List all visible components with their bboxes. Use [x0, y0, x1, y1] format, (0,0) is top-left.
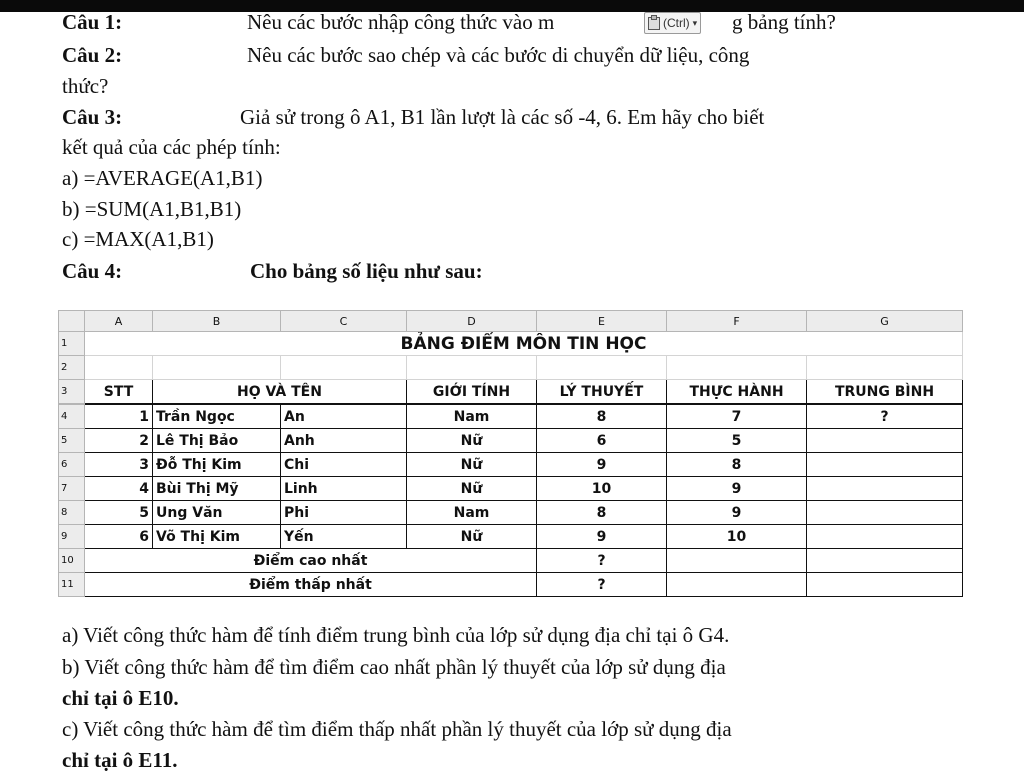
- cell-trung-binh[interactable]: [807, 429, 963, 453]
- cell-gioi-tinh[interactable]: Nữ: [407, 453, 537, 477]
- column-header-b[interactable]: B: [153, 311, 281, 332]
- question-1-label: Câu 1:: [62, 10, 123, 34]
- cell-trung-binh[interactable]: [807, 501, 963, 525]
- table-row: [59, 429, 963, 453]
- column-header-d[interactable]: D: [407, 311, 537, 332]
- cell-ho[interactable]: Ung Văn: [153, 501, 281, 525]
- cell-stt[interactable]: 6: [85, 525, 153, 549]
- cell-thuc-hanh[interactable]: 5: [667, 429, 807, 453]
- cell-ten[interactable]: Chi: [281, 453, 407, 477]
- question-4: [62, 259, 122, 284]
- sheet-row-3: [59, 380, 963, 404]
- cell-ho[interactable]: Lê Thị Bảo: [153, 429, 281, 453]
- cell-gioi-tinh[interactable]: Nữ: [407, 477, 537, 501]
- cell[interactable]: [807, 573, 963, 597]
- row-number[interactable]: 1: [59, 332, 85, 356]
- question-3-item-c: c) =MAX(A1,B1): [62, 227, 214, 251]
- cell-thuc-hanh[interactable]: 8: [667, 453, 807, 477]
- cell-stt[interactable]: 5: [85, 501, 153, 525]
- cell-ly-thuyet[interactable]: 8: [537, 405, 667, 429]
- clipboard-icon: [648, 17, 660, 30]
- header-trung-binh[interactable]: TRUNG BÌNH: [807, 380, 963, 404]
- cell-ho[interactable]: Đỗ Thị Kim: [153, 453, 281, 477]
- column-header-c[interactable]: C: [281, 311, 407, 332]
- cell[interactable]: [667, 549, 807, 573]
- cell[interactable]: [807, 356, 963, 380]
- column-header-a[interactable]: A: [85, 311, 153, 332]
- row-number[interactable]: 4: [59, 405, 85, 429]
- spreadsheet: [58, 310, 962, 610]
- header-ly-thuyet[interactable]: LÝ THUYẾT: [537, 380, 667, 404]
- header-stt[interactable]: STT: [85, 380, 153, 404]
- sheet-row-11: [59, 573, 963, 597]
- table-row: [59, 525, 963, 549]
- cell[interactable]: [667, 356, 807, 380]
- cell-trung-binh[interactable]: [807, 477, 963, 501]
- cell[interactable]: [807, 549, 963, 573]
- cell[interactable]: [537, 356, 667, 380]
- cell-ly-thuyet[interactable]: 10: [537, 477, 667, 501]
- cell-ho[interactable]: Bùi Thị Mỹ: [153, 477, 281, 501]
- min-value[interactable]: ?: [537, 573, 667, 597]
- corner-cell[interactable]: [59, 311, 85, 332]
- row-number[interactable]: 8: [59, 501, 85, 525]
- column-header-f[interactable]: F: [667, 311, 807, 332]
- cell-thuc-hanh[interactable]: 9: [667, 477, 807, 501]
- question-1-text-a: Nêu các bước nhập công thức vào m: [247, 10, 555, 34]
- cell-gioi-tinh[interactable]: Nam: [407, 501, 537, 525]
- task-b-line-2: chỉ tại ô E10.: [62, 686, 179, 710]
- header-ho-va-ten[interactable]: HỌ VÀ TÊN: [153, 380, 407, 404]
- cell-ten[interactable]: Anh: [281, 429, 407, 453]
- table-row: [59, 501, 963, 525]
- cell-ly-thuyet[interactable]: 9: [537, 525, 667, 549]
- cell-stt[interactable]: 4: [85, 477, 153, 501]
- cell-gioi-tinh[interactable]: Nữ: [407, 429, 537, 453]
- cell-trung-binh[interactable]: [807, 453, 963, 477]
- sheet-row-1: [59, 332, 963, 356]
- max-label[interactable]: Điểm cao nhất: [85, 549, 537, 573]
- cell-thuc-hanh[interactable]: 7: [667, 405, 807, 429]
- table-row: [59, 477, 963, 501]
- row-number[interactable]: 3: [59, 380, 85, 404]
- question-3-text: Giả sử trong ô A1, B1 lần lượt là các số -4, 6. Em hãy cho biết: [240, 105, 765, 129]
- cell-stt[interactable]: 1: [85, 405, 153, 429]
- cell-gioi-tinh[interactable]: Nữ: [407, 525, 537, 549]
- task-b-line-1: b) Viết công thức hàm để tìm điểm cao nhất phần lý thuyết của lớp sử dụng địa: [62, 655, 726, 679]
- column-header-g[interactable]: G: [807, 311, 963, 332]
- row-number[interactable]: 6: [59, 453, 85, 477]
- question-2: [62, 43, 122, 68]
- paste-options-button[interactable]: [644, 12, 701, 34]
- row-number[interactable]: 5: [59, 429, 85, 453]
- cell-ten[interactable]: Linh: [281, 477, 407, 501]
- task-c-line-2: chỉ tại ô E11.: [62, 748, 178, 772]
- cell-ten[interactable]: Yến: [281, 525, 407, 549]
- cell[interactable]: [153, 356, 281, 380]
- question-1-text-b: g bảng tính?: [732, 10, 836, 34]
- cell-thuc-hanh[interactable]: 10: [667, 525, 807, 549]
- cell-ho[interactable]: Trần Ngọc: [153, 405, 281, 429]
- question-3: [62, 105, 122, 130]
- cell-stt[interactable]: 2: [85, 429, 153, 453]
- cell-thuc-hanh[interactable]: 9: [667, 501, 807, 525]
- row-number[interactable]: 7: [59, 477, 85, 501]
- row-number[interactable]: 2: [59, 356, 85, 380]
- cell-ho[interactable]: Võ Thị Kim: [153, 525, 281, 549]
- question-2-text: Nêu các bước sao chép và các bước di chuyển dữ liệu, công: [247, 43, 750, 67]
- cell[interactable]: [667, 573, 807, 597]
- task-a: a) Viết công thức hàm để tính điểm trung bình của lớp sử dụng địa chỉ tại ô G4.: [62, 623, 730, 647]
- row-number[interactable]: 9: [59, 525, 85, 549]
- max-value[interactable]: ?: [537, 549, 667, 573]
- header-gioi-tinh[interactable]: GIỚI TÍNH: [407, 380, 537, 404]
- question-3-label: Câu 3:: [62, 105, 123, 129]
- cell[interactable]: [85, 356, 153, 380]
- column-header-row: [59, 311, 963, 332]
- paste-options-label: (Ctrl): [663, 16, 690, 30]
- table-row: [59, 405, 963, 429]
- cell-stt[interactable]: 3: [85, 453, 153, 477]
- question-4-label: Câu 4:: [62, 259, 123, 283]
- table-title[interactable]: BẢNG ĐIỂM MÔN TIN HỌC: [85, 332, 963, 356]
- question-2-text-cont: thức?: [62, 74, 109, 98]
- cell-gioi-tinh[interactable]: Nam: [407, 405, 537, 429]
- question-1: [62, 10, 122, 35]
- question-3-text-cont: kết quả của các phép tính:: [62, 135, 281, 159]
- sheet-row-10: [59, 549, 963, 573]
- cell-trung-binh[interactable]: ?: [807, 405, 963, 429]
- question-2-label: Câu 2:: [62, 43, 123, 67]
- cell[interactable]: [407, 356, 537, 380]
- cell-ly-thuyet[interactable]: 9: [537, 453, 667, 477]
- cell-ly-thuyet[interactable]: 6: [537, 429, 667, 453]
- grade-table-body: [58, 404, 963, 597]
- sheet-row-2: [59, 356, 963, 380]
- task-c-line-1: c) Viết công thức hàm để tìm điểm thấp nhất phần lý thuyết của lớp sử dụng địa: [62, 717, 732, 741]
- question-3-item-a: a) =AVERAGE(A1,B1): [62, 166, 263, 190]
- cell-ten[interactable]: An: [281, 405, 407, 429]
- row-number[interactable]: 11: [59, 573, 85, 597]
- question-4-text: Cho bảng số liệu như sau:: [250, 259, 483, 283]
- question-3-item-b: b) =SUM(A1,B1,B1): [62, 197, 242, 221]
- header-thuc-hanh[interactable]: THỰC HÀNH: [667, 380, 807, 404]
- table-row: [59, 453, 963, 477]
- cell-ten[interactable]: Phi: [281, 501, 407, 525]
- cell-ly-thuyet[interactable]: 8: [537, 501, 667, 525]
- grade-table: [58, 310, 963, 404]
- cell[interactable]: [281, 356, 407, 380]
- min-label[interactable]: Điểm thấp nhất: [85, 573, 537, 597]
- column-header-e[interactable]: E: [537, 311, 667, 332]
- chevron-down-icon: ▾: [692, 17, 698, 28]
- row-number[interactable]: 10: [59, 549, 85, 573]
- cell-trung-binh[interactable]: [807, 525, 963, 549]
